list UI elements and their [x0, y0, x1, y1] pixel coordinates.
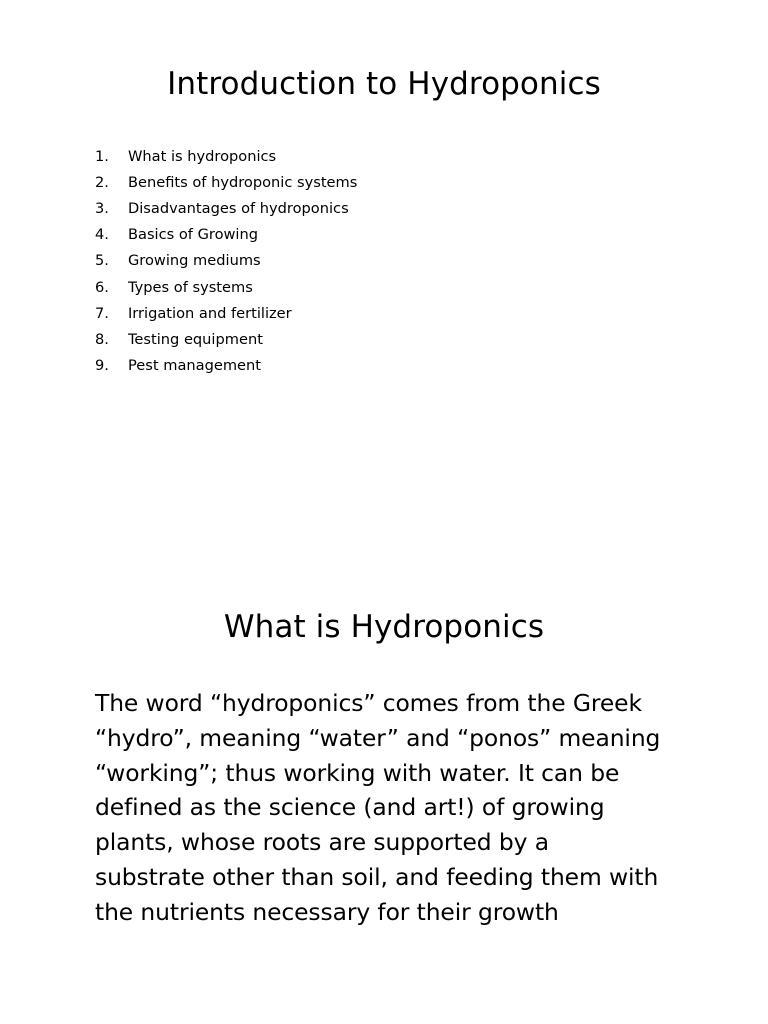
item-label: Pest management [128, 357, 261, 375]
item-label: Disadvantages of hydroponics [128, 199, 349, 217]
body-line: “working”; thus working with water. It can be [95, 758, 620, 787]
item-number: 5. [95, 252, 109, 270]
item-label: Types of systems [128, 278, 253, 296]
body-line: substrate other than soil, and feeding them with [95, 862, 659, 891]
item-number: 6. [95, 278, 109, 296]
item-label: What is hydroponics [128, 147, 277, 165]
body-line: “hydro”, meaning “water” and “ponos” meaning [95, 723, 661, 752]
list-item [95, 248, 357, 274]
item-number: 8. [95, 330, 109, 348]
body-line: plants, whose roots are supported by a [95, 828, 549, 857]
slide-what-is-hydroponics [0, 512, 768, 1024]
body-line: defined as the science (and art!) of growing [95, 793, 605, 822]
item-label: Growing mediums [128, 252, 261, 270]
slide-title: Introduction to Hydroponics [167, 66, 601, 102]
item-number: 2. [95, 173, 109, 191]
item-number: 1. [95, 147, 109, 165]
item-label: Basics of Growing [128, 226, 259, 244]
item-number: 9. [95, 357, 109, 375]
topic-list [95, 143, 357, 379]
list-item [95, 300, 357, 326]
item-number: 4. [95, 226, 109, 244]
item-label: Irrigation and fertilizer [128, 304, 292, 322]
slide-introduction [0, 0, 768, 500]
item-label: Testing equipment [128, 330, 263, 348]
slide-title: What is Hydroponics [223, 609, 545, 645]
body-line: The word “hydroponics” comes from the Greek [95, 689, 642, 717]
list-item [95, 274, 357, 300]
list-item [95, 222, 357, 248]
item-number: 3. [95, 199, 109, 217]
body-line: the nutrients necessary for their growth [95, 897, 559, 926]
list-item [95, 169, 357, 195]
body-paragraph [95, 686, 695, 930]
item-label: Benefits of hydroponic systems [128, 173, 358, 191]
list-item [95, 143, 357, 169]
list-item [95, 326, 357, 352]
item-number: 7. [95, 304, 109, 322]
list-item [95, 195, 357, 221]
list-item [95, 353, 357, 379]
